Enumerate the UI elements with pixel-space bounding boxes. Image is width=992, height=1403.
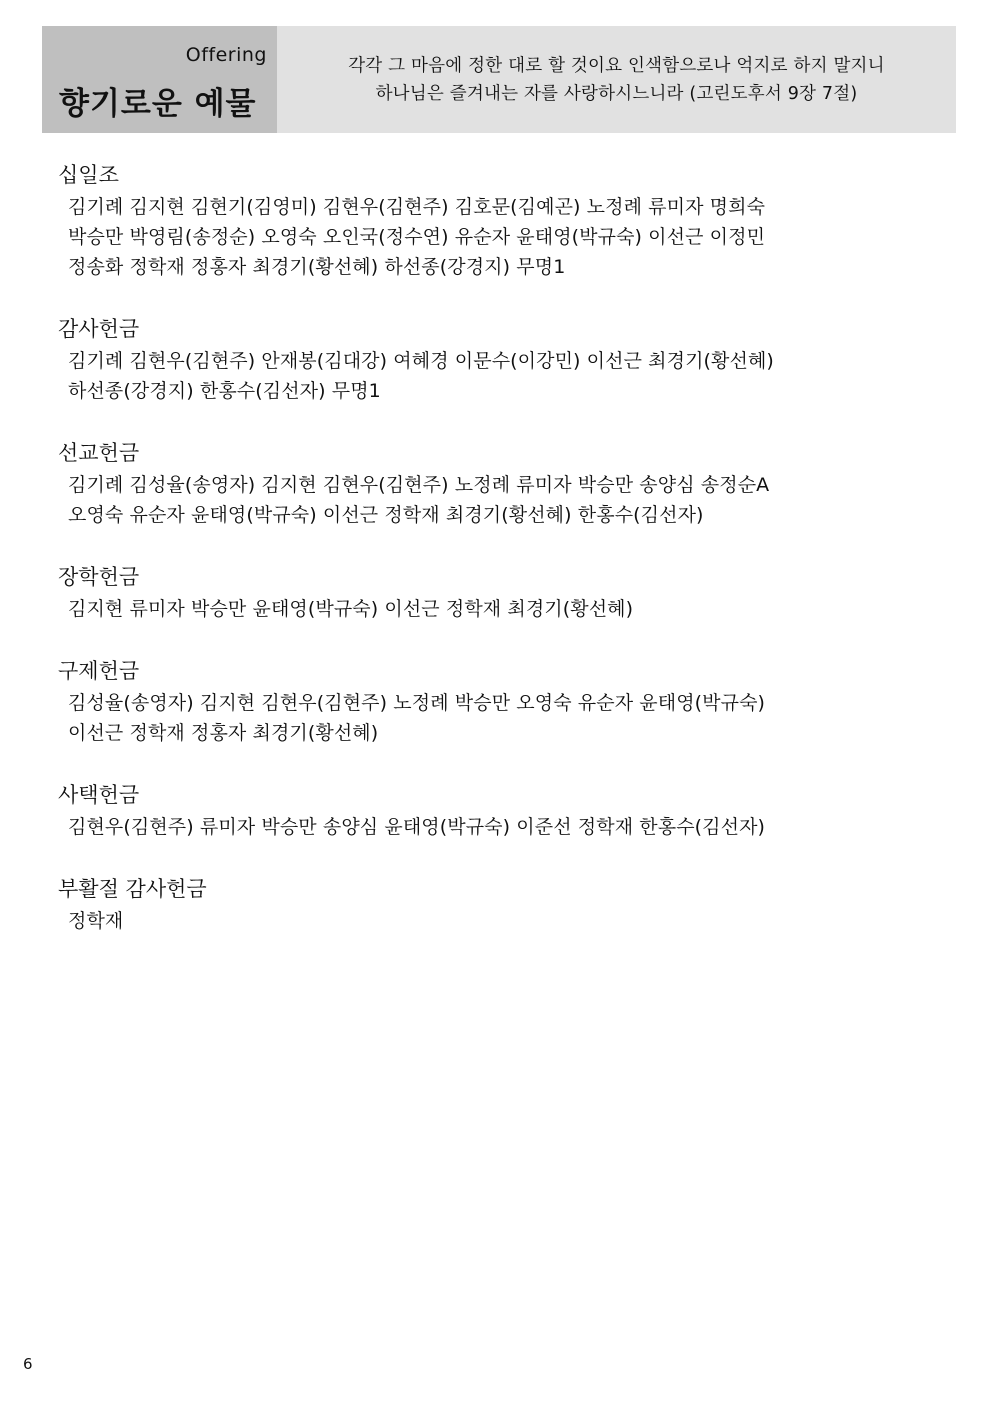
section-title: 구제헌금 [58, 659, 140, 683]
section-parsonage [58, 778, 938, 842]
section-title: 부활절 감사헌금 [58, 877, 207, 901]
section-thanksgiving [58, 312, 938, 406]
header-korean-title: 향기로운 예물 [59, 86, 257, 122]
donor-line: 김기례 김성율(송영자) 김지현 김현우(김현주) 노정례 류미자 박승만 송양심 송정순A [68, 474, 770, 496]
donor-line: 김성율(송영자) 김지현 김현우(김현주) 노정례 박승만 오영숙 유순자 윤태영(박규숙) [68, 692, 766, 714]
verse-line-2: 하나님은 즐겨내는 자를 사랑하시느니라 (고린도후서 9장 7절) [375, 83, 858, 104]
section-title: 선교헌금 [58, 441, 140, 465]
donor-line: 오영숙 유순자 윤태영(박규숙) 이선근 정학재 최경기(황선혜) 한홍수(김선자) [68, 504, 704, 526]
donor-line: 김현우(김현주) 류미자 박승만 송양심 윤태영(박규숙) 이준선 정학재 한홍수(김선자) [68, 816, 766, 838]
section-easter-thanksgiving [58, 872, 938, 936]
bible-verse [277, 26, 956, 133]
verse-line-1: 각각 그 마음에 정한 대로 할 것이요 인색함으로나 억지로 하지 말지니 [348, 55, 885, 76]
section-title: 십일조 [58, 163, 119, 187]
donor-line: 정학재 [68, 910, 124, 932]
section-title: 감사헌금 [58, 317, 140, 341]
section-tithe [58, 158, 938, 282]
section-title: 사택헌금 [58, 783, 140, 807]
page-number: 6 [23, 1355, 33, 1373]
donor-line: 이선근 정학재 정홍자 최경기(황선혜) [68, 722, 379, 744]
section-relief [58, 654, 938, 748]
header-english-title: Offering [185, 44, 267, 66]
offering-header [42, 26, 956, 133]
section-scholarship [58, 560, 938, 624]
donor-line: 하선종(강경지) 한홍수(김선자) 무명1 [68, 380, 381, 402]
donor-line: 김기례 김지현 김현기(김영미) 김현우(김현주) 김호문(김예곤) 노정례 류미자 명희숙 [68, 196, 766, 218]
donor-line: 김지현 류미자 박승만 윤태영(박규숙) 이선근 정학재 최경기(황선혜) [68, 598, 634, 620]
donor-line: 김기례 김현우(김현주) 안재봉(김대강) 여혜경 이문수(이강민) 이선근 최경기(황선혜) [68, 350, 774, 372]
header-title-block [42, 26, 277, 133]
section-title: 장학헌금 [58, 565, 140, 589]
donor-line: 정송화 정학재 정홍자 최경기(황선혜) 하선종(강경지) 무명1 [68, 256, 566, 278]
section-mission [58, 436, 938, 530]
donor-line: 박승만 박영림(송정순) 오영숙 오인국(정수연) 유순자 윤태영(박규숙) 이선근 이정민 [68, 226, 766, 248]
offering-sections [58, 158, 938, 966]
